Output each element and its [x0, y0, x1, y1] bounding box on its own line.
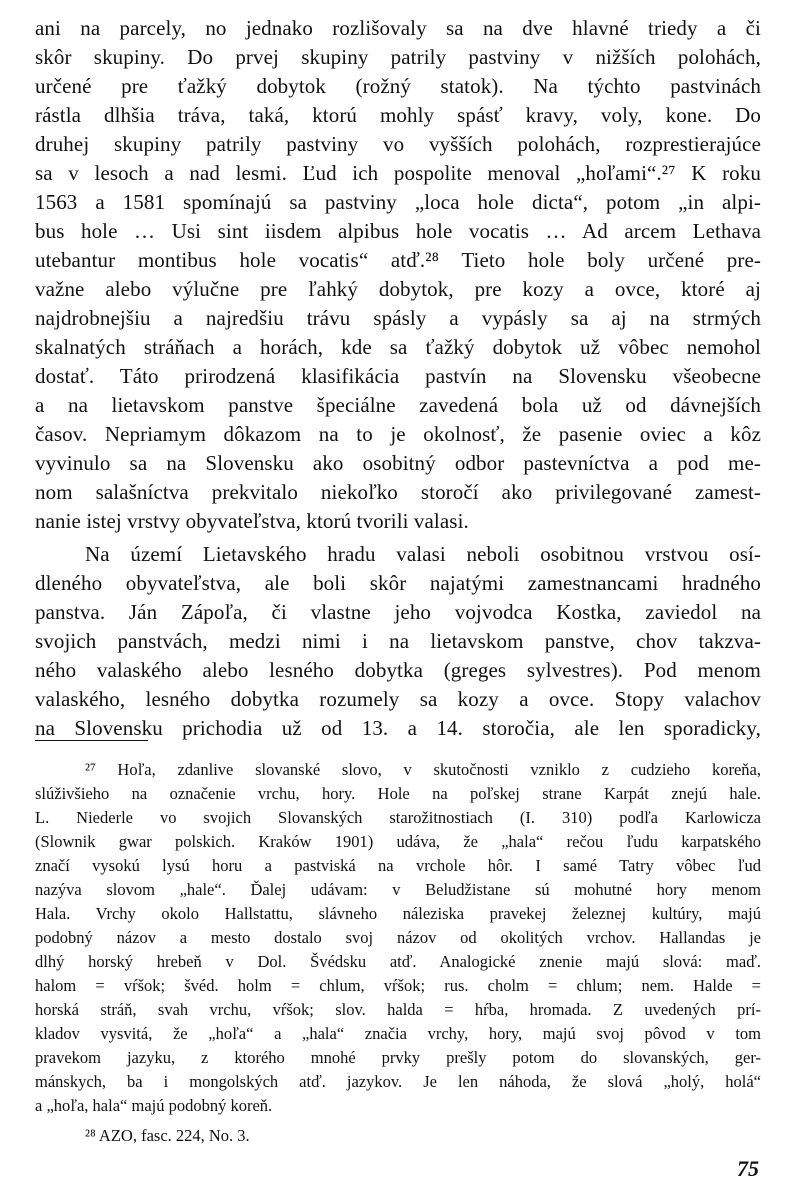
footnote-separator: [35, 740, 148, 741]
footnote-line: horská stráň, svah vrchu, vŕšok; slov. halda = hŕba, hromada. Z uvedených prí-: [35, 1000, 761, 1019]
text-line: dostať. Táto prirodzená klasifikácia pastvín na Slovensku všeobecne: [35, 364, 761, 388]
footnote-line: ²⁸ AZO, fasc. 224, No. 3.: [85, 1126, 250, 1145]
footnote-line: ²⁷ Hoľa, zdanlive slovanské slovo, v skutočnosti vzniklo z cudzieho koreňa,: [85, 760, 761, 779]
text-line: bus hole … Usi sint iisdem alpibus hole vocatis … Ad arcem Lethava: [35, 219, 761, 243]
text-line: časov. Nepriamym dôkazom na to je okolnosť, že pasenie oviec a kôz: [35, 422, 761, 446]
footnote-line: značí vysokú lysú horu a pastviská na vrchole hôr. I samé Tatry vôbec ľud: [35, 856, 761, 875]
text-line: valaského, lesného dobytka rozumely sa kozy a ovce. Stopy valachov: [35, 687, 761, 711]
text-line: panstva. Ján Zápoľa, či vlastne jeho vojvodca Kostka, zaviedol na: [35, 600, 761, 624]
footnote-line: (Slownik gwar polskich. Kraków 1901) udáva, že „hala“ rečou ľudu karpatského: [35, 832, 761, 851]
footnote-line: a „hoľa, hala“ majú podobný koreň.: [35, 1096, 273, 1115]
footnote-line: slúživšieho na označenie vrchu, hory. Hole na poľskej strane Karpát znejú hale.: [35, 784, 761, 803]
footnote-line: halom = vŕšok; švéd. holm = chlum, vŕšok; rus. cholm = chlum; nem. Halde =: [35, 976, 761, 995]
text-line: Na území Lietavského hradu valasi neboli osobitnou vrstvou osí-: [85, 542, 761, 566]
text-line: a na lietavskom panstve špeciálne zavedená bola už od dávnejších: [35, 393, 761, 417]
text-line: 1563 a 1581 spomínajú sa pastviny „loca hole dicta“, potom „in alpi-: [35, 190, 761, 214]
text-line: sa v lesoch a nad lesmi. Ľud ich pospolite menoval „hoľami“.²⁷ K roku: [35, 161, 761, 185]
text-line: rástla dlhšia tráva, taká, ktorú mohly spásť kravy, voly, kone. Do: [35, 103, 761, 127]
text-line: určené pre ťažký dobytok (rožný statok). Na týchto pastvinách: [35, 74, 761, 98]
text-line: skalnatých stráňach a horách, kde sa ťažký dobytok už vôbec nemohol: [35, 335, 761, 359]
text-line: utebantur montibus hole vocatis“ atď.²⁸ Tieto hole boly určené pre-: [35, 248, 761, 272]
footnote-line: dlhý horský hrebeň v Dol. Švédsku atď. Analogické znenie majú slová: maď.: [35, 952, 761, 971]
text-line: vyvinulo sa na Slovensku ako osobitný odbor pastevníctva a pod me-: [35, 451, 761, 475]
footnote-line: pravekom jazyku, z ktorého mnohé prvky prešly potom do slovanských, ger-: [35, 1048, 761, 1067]
text-line: ani na parcely, no jednako rozlišovaly sa na dve hlavné triedy a či: [35, 16, 761, 40]
text-line: nom salašníctva prekvitalo niekoľko storočí ako privilegované zamest-: [35, 480, 761, 504]
footnote-line: nazýva slovom „hale“. Ďalej udávam: v Beludžistane sú mohutné hory menom: [35, 880, 761, 899]
text-line: dleného obyvateľstva, ale boli skôr najatými zamestnancami hradného: [35, 571, 761, 595]
footnote-line: kladov vysvitá, že „hoľa“ a „hala“ značia vrchy, hory, majú svoj pôvod v tom: [35, 1024, 761, 1043]
page-number: 75: [737, 1156, 759, 1181]
text-line: ného valaského alebo lesného dobytka (greges sylvestres). Pod menom: [35, 658, 761, 682]
text-line: važne alebo výlučne pre ľahký dobytok, pre kozy a ovce, ktoré aj: [35, 277, 761, 301]
footnote-line: mánskych, ba i mongolských atď. jazykov. Je len náhoda, že slová „holý, holá“: [35, 1072, 761, 1091]
footnote-line: L. Niederle vo svojich Slovanských starožitnostiach (I. 310) podľa Karlowicza: [35, 808, 761, 827]
footnote-line: podobný názov a mesto dostalo svoj názov od okolitých vrchov. Hallandas je: [35, 928, 761, 947]
text-line: druhej skupiny patrily pastviny vo vyšších polohách, rozprestierajúce: [35, 132, 761, 156]
text-line: skôr skupiny. Do prvej skupiny patrily pastviny v nižších polohách,: [35, 45, 761, 69]
text-line: nanie istej vrstvy obyvateľstva, ktorú tvorili valasi.: [35, 509, 469, 533]
text-line: na Slovensku prichodia už od 13. a 14. storočia, ale len sporadicky,: [35, 716, 761, 740]
text-line: svojich panstvách, medzi nimi i na lietavskom panstve, chov takzva-: [35, 629, 761, 653]
footnote-line: Hala. Vrchy okolo Hallstattu, slávneho náleziska pravekej železnej kultúry, majú: [35, 904, 761, 923]
text-line: najdrobnejšiu a najredšiu trávu spásly a vypásly sa aj na strmých: [35, 306, 761, 330]
